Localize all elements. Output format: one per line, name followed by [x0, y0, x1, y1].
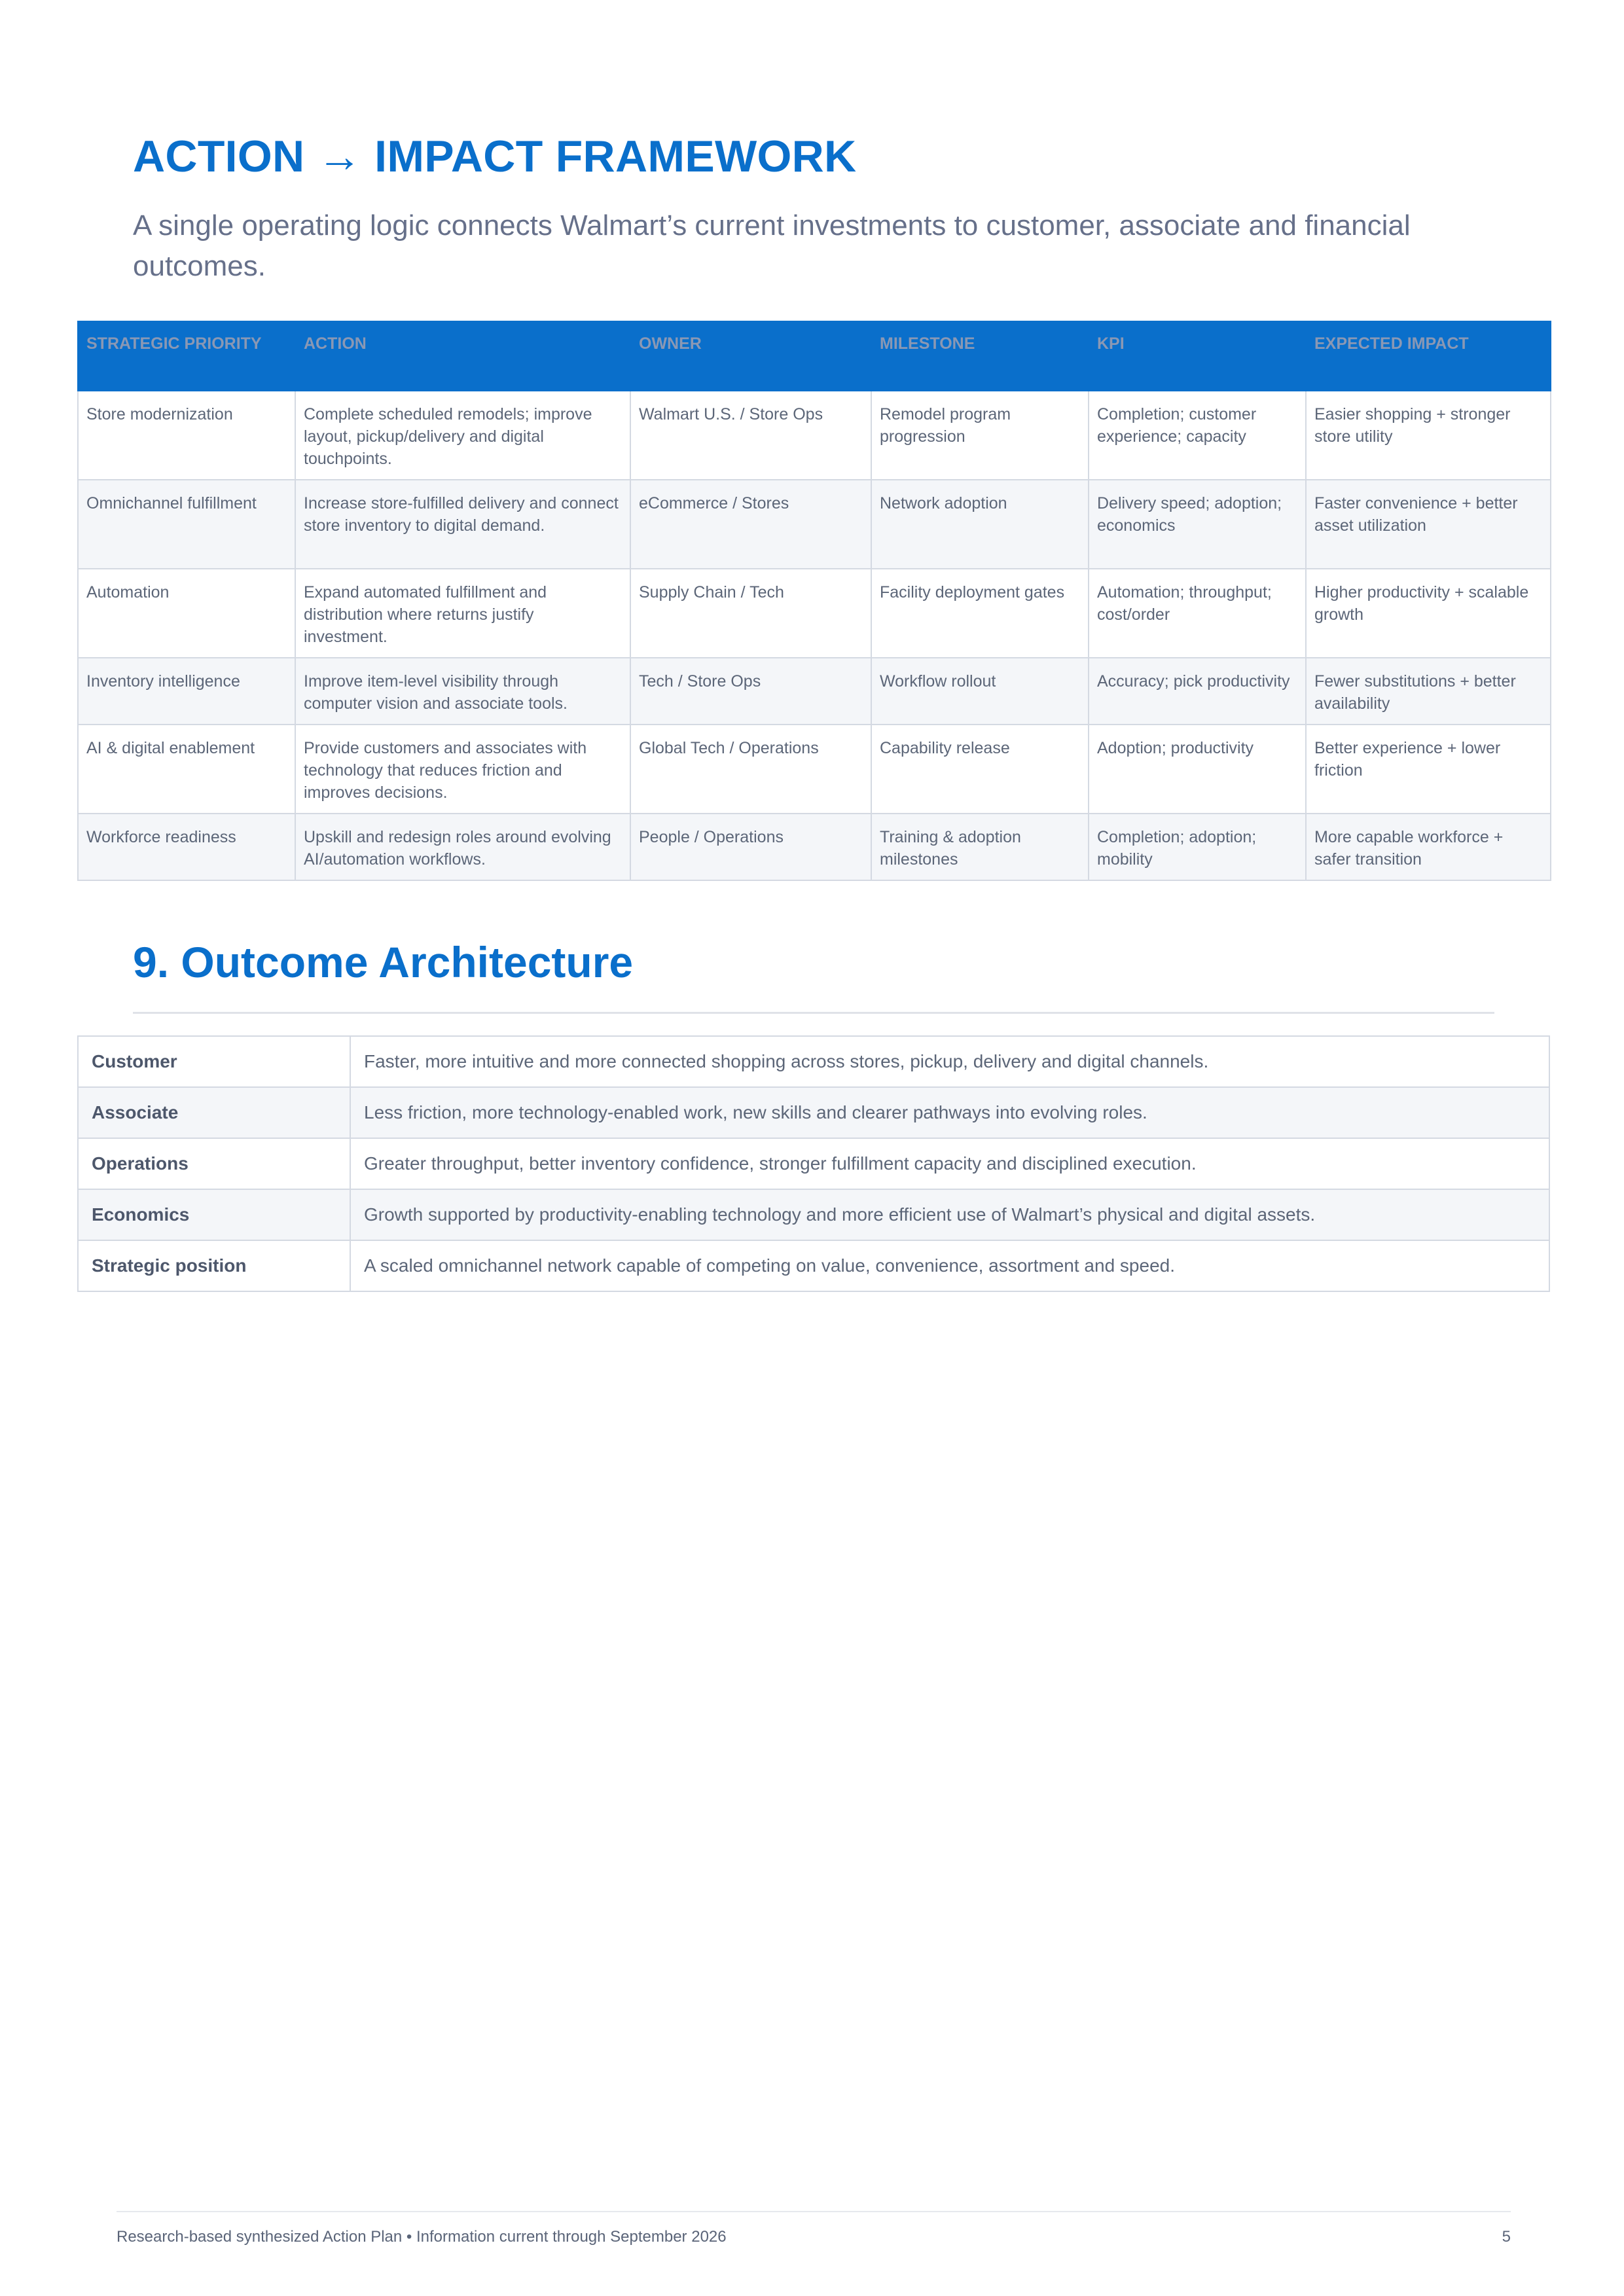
- column-header-milestone: MILESTONE: [871, 321, 1089, 391]
- impact-cell: Higher productivity + scalable growth: [1306, 569, 1551, 658]
- owner-cell: Supply Chain / Tech: [630, 569, 871, 658]
- priority-cell: Automation: [78, 569, 295, 658]
- kpi-cell: Adoption; productivity: [1089, 725, 1306, 814]
- priority-cell: Workforce readiness: [78, 814, 295, 880]
- milestone-cell: Training & adoption milestones: [871, 814, 1089, 880]
- kpi-cell: Delivery speed; adoption; economics: [1089, 480, 1306, 569]
- column-header-kpi: KPI: [1089, 321, 1306, 391]
- outcome-description: Greater throughput, better inventory confidence, stronger fulfillment capacity and disciplined execution.: [350, 1138, 1549, 1189]
- priority-cell: Inventory intelligence: [78, 658, 295, 725]
- outcome-description: Growth supported by productivity-enabling technology and more efficient use of Walmart’s physical and digital assets.: [350, 1189, 1549, 1240]
- column-header-action: ACTION: [295, 321, 630, 391]
- kpi-cell: Accuracy; pick productivity: [1089, 658, 1306, 725]
- priority-cell: Store modernization: [78, 391, 295, 480]
- outcome-description: Faster, more intuitive and more connected shopping across stores, pickup, delivery and digital channels.: [350, 1036, 1549, 1087]
- footer-divider: [117, 2211, 1511, 2212]
- impact-cell: Fewer substitutions + better availability: [1306, 658, 1551, 725]
- impact-cell: Faster convenience + better asset utilization: [1306, 480, 1551, 569]
- table-row: [78, 1036, 1549, 1087]
- outcome-description: A scaled omnichannel network capable of competing on value, convenience, assortment and speed.: [350, 1240, 1549, 1291]
- table-row: [78, 1240, 1549, 1291]
- outcome-label: Associate: [78, 1087, 350, 1138]
- outcome-label: Customer: [78, 1036, 350, 1087]
- page-subtitle: A single operating logic connects Walmart’s current investments to customer, associate and financial outcomes.: [133, 209, 1411, 282]
- milestone-cell: Workflow rollout: [871, 658, 1089, 725]
- column-header-strategic-priority: STRATEGIC PRIORITY: [78, 321, 295, 391]
- milestone-cell: Network adoption: [871, 480, 1089, 569]
- table-row: [78, 569, 1551, 658]
- kpi-cell: Completion; adoption; mobility: [1089, 814, 1306, 880]
- priority-cell: AI & digital enablement: [78, 725, 295, 814]
- owner-cell: eCommerce / Stores: [630, 480, 871, 569]
- owner-cell: Tech / Store Ops: [630, 658, 871, 725]
- milestone-cell: Capability release: [871, 725, 1089, 814]
- page-number: 5: [1502, 2228, 1511, 2246]
- table-row: [78, 480, 1551, 569]
- kpi-cell: Automation; throughput; cost/order: [1089, 569, 1306, 658]
- owner-cell: Walmart U.S. / Store Ops: [630, 391, 871, 480]
- table-row: [78, 1087, 1549, 1138]
- kpi-cell: Completion; customer experience; capacity: [1089, 391, 1306, 480]
- action-cell: Improve item-level visibility through computer vision and associate tools.: [295, 658, 630, 725]
- action-cell: Expand automated fulfillment and distribution where returns justify investment.: [295, 569, 630, 658]
- table-row: [78, 725, 1551, 814]
- impact-cell: More capable workforce + safer transition: [1306, 814, 1551, 880]
- table-row: [78, 1189, 1549, 1240]
- milestone-cell: Facility deployment gates: [871, 569, 1089, 658]
- action-cell: Complete scheduled remodels; improve layout, pickup/delivery and digital touchpoints.: [295, 391, 630, 480]
- owner-cell: Global Tech / Operations: [630, 725, 871, 814]
- outcome-description: Less friction, more technology-enabled work, new skills and clearer pathways into evolving roles.: [350, 1087, 1549, 1138]
- column-header-owner: OWNER: [630, 321, 871, 391]
- impact-cell: Easier shopping + stronger store utility: [1306, 391, 1551, 480]
- outcome-label: Strategic position: [78, 1240, 350, 1291]
- column-header-expected-impact: EXPECTED IMPACT: [1306, 321, 1551, 391]
- page-title: ACTION → IMPACT FRAMEWORK: [133, 132, 857, 181]
- action-cell: Provide customers and associates with technology that reduces friction and improves decisions.: [295, 725, 630, 814]
- table-row: [78, 814, 1551, 880]
- priority-cell: Omnichannel fulfillment: [78, 480, 295, 569]
- action-cell: Increase store-fulfilled delivery and connect store inventory to digital demand.: [295, 480, 630, 569]
- table-row: [78, 1138, 1549, 1189]
- footer-text: Research-based synthesized Action Plan • Information current through September 2026: [117, 2228, 727, 2246]
- outcome-architecture-table: [77, 1035, 1550, 1292]
- outcome-label: Operations: [78, 1138, 350, 1189]
- impact-cell: Better experience + lower friction: [1306, 725, 1551, 814]
- action-cell: Upskill and redesign roles around evolving AI/automation workflows.: [295, 814, 630, 880]
- outcome-label: Economics: [78, 1189, 350, 1240]
- table-row: [78, 391, 1551, 480]
- action-impact-table: [77, 321, 1551, 881]
- section-title: 9. Outcome Architecture: [133, 938, 634, 986]
- milestone-cell: Remodel program progression: [871, 391, 1089, 480]
- owner-cell: People / Operations: [630, 814, 871, 880]
- table-header-row: [78, 321, 1551, 391]
- table-row: [78, 658, 1551, 725]
- section-divider: [133, 1012, 1494, 1014]
